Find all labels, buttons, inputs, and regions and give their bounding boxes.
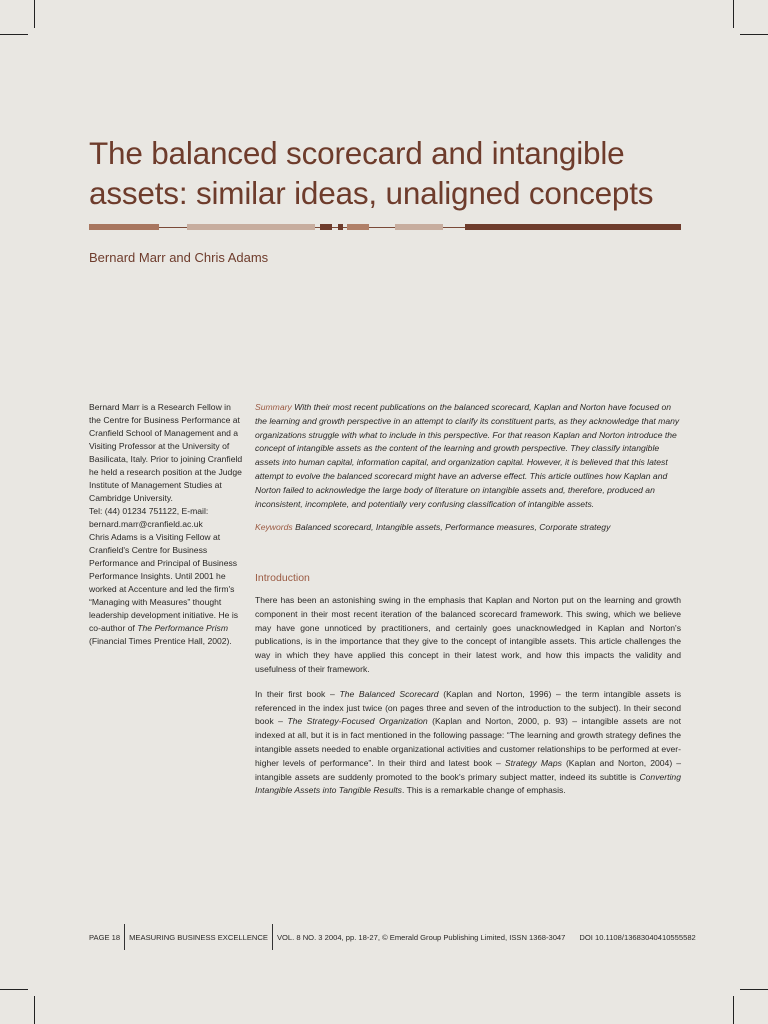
footer-page-number: PAGE 18: [89, 932, 121, 942]
footer-doi: DOI 10.1108/13683040410555582: [579, 932, 696, 942]
crop-mark: [34, 996, 35, 1024]
book-title: The Strategy-Focused Organization: [287, 716, 428, 727]
section-heading-introduction: Introduction: [255, 572, 310, 585]
crop-mark: [733, 0, 734, 28]
summary-label: Summary: [255, 402, 292, 412]
book-title: The Balanced Scorecard: [339, 688, 439, 699]
footer-divider: [272, 924, 273, 950]
body-paragraph: There has been an astonishing swing in the emphasis that Kaplan and Norton put on the learning and growth component in their most recent iteration of the balanced scorecard framework. This swing, which we believe may have gone unnoticed by practitioners, and certainly goes unacknowledged in Kaplan and Norton's publications, is in the importance that they give to the concept of intangible assets. This article challenges the way in which they have applied this concept in their latest work, and how this impacts the validity and usefulness of their framework.: [255, 594, 681, 674]
keywords-text: Balanced scorecard, Intangible assets, Performance measures, Corporate strategy: [295, 522, 611, 533]
body-paragraph: [255, 688, 681, 798]
bio-contact: Tel: (44) 01234 751122, E-mail: bernard.marr@cranfield.ac.uk: [89, 506, 209, 529]
bio-adams-book: The Performance Prism: [137, 623, 228, 633]
author-bio: [89, 401, 244, 648]
page-footer: [89, 924, 696, 950]
keywords-label: Keywords: [255, 522, 293, 533]
crop-mark: [34, 0, 35, 28]
summary: [255, 401, 681, 511]
footer-divider: [124, 924, 125, 950]
book-title: Strategy Maps: [504, 757, 562, 768]
article-title: The balanced scorecard and intangible assets: similar ideas, unaligned concepts: [89, 135, 654, 211]
crop-mark: [740, 989, 768, 990]
crop-mark: [740, 34, 768, 35]
crop-mark: [0, 34, 28, 35]
bio-adams-text: Chris Adams is a Visiting Fellow at Cranfield's Centre for Business Performance and Principal of Business Performance Insights. Until 2001 he worked at Accenture and led the firm's “Managing with Measures” thought leadership development initiative. He is co-author of: [89, 532, 239, 633]
footer-citation: VOL. 8 NO. 3 2004, pp. 18-27, © Emerald Group Publishing Limited, ISSN 1368-3047: [276, 932, 566, 942]
bio-adams-text-end: (Financial Times Prentice Hall, 2002).: [89, 636, 232, 646]
bio-marr: Bernard Marr is a Research Fellow in the Centre for Business Performance at Cranfield School of Management and a Visiting Professor at the University of Basilicata, Italy. Prior to joining Cranfield he held a research position at the Judge Institute of Management Studies at Cambridge University.: [89, 402, 243, 503]
footer-journal: MEASURING BUSINESS EXCELLENCE: [129, 932, 268, 942]
summary-text: With their most recent publications on the balanced scorecard, Kaplan and Norton have focused on the learning and growth perspective in an attempt to clarify its constituent parts, as they acknowledge that many organizations struggle with what to include in this perspective. For that reason Kaplan and Norton introduce the concept of intangible assets as the content of the learning and growth perspective. They classify intangible assets into human capital, information capital, and organization capital. However, it is believed that this latest attempt to evolve the balanced scorecard might have an adverse effect. This article outlines how Kaplan and Norton failed to acknowledge the large body of literature on intangible assets and, therefore, produced an inconsistent, incomplete, and potentially very confusing classification of intangible assets.: [255, 402, 680, 509]
article-authors: Bernard Marr and Chris Adams: [89, 250, 269, 265]
keywords: [255, 521, 681, 535]
body-text: (Kaplan and Norton, 2004) – intangible assets are suddenly promoted to the book's primary subject matter, indeed its subtitle is: [255, 757, 681, 782]
body-text: In their first book –: [255, 688, 340, 699]
body-text: (Kaplan and Norton, 1996) – the term intangible assets is referenced in the index just twice (on pages three and seven of the introduction to the subject). In their second book –: [255, 688, 681, 727]
title-decorative-rule: [89, 224, 681, 230]
book-subtitle: Converting Intangible Assets into Tangible Results: [255, 771, 681, 796]
bio-adams: [89, 531, 244, 648]
crop-mark: [733, 996, 734, 1024]
crop-mark: [0, 989, 28, 990]
body-text: (Kaplan and Norton, 2000, p. 93) – intangible assets are not indexed at all, but it is in fact mentioned in the following passage: “The learning and growth strategy defines the intangible assets needed to enable organizational activities and customer relationships to be performed at ever-higher levels of performance”. In their third and latest book –: [255, 716, 681, 768]
main-column: [255, 401, 681, 809]
body-text: . This is a remarkable change of emphasis.: [401, 785, 566, 796]
